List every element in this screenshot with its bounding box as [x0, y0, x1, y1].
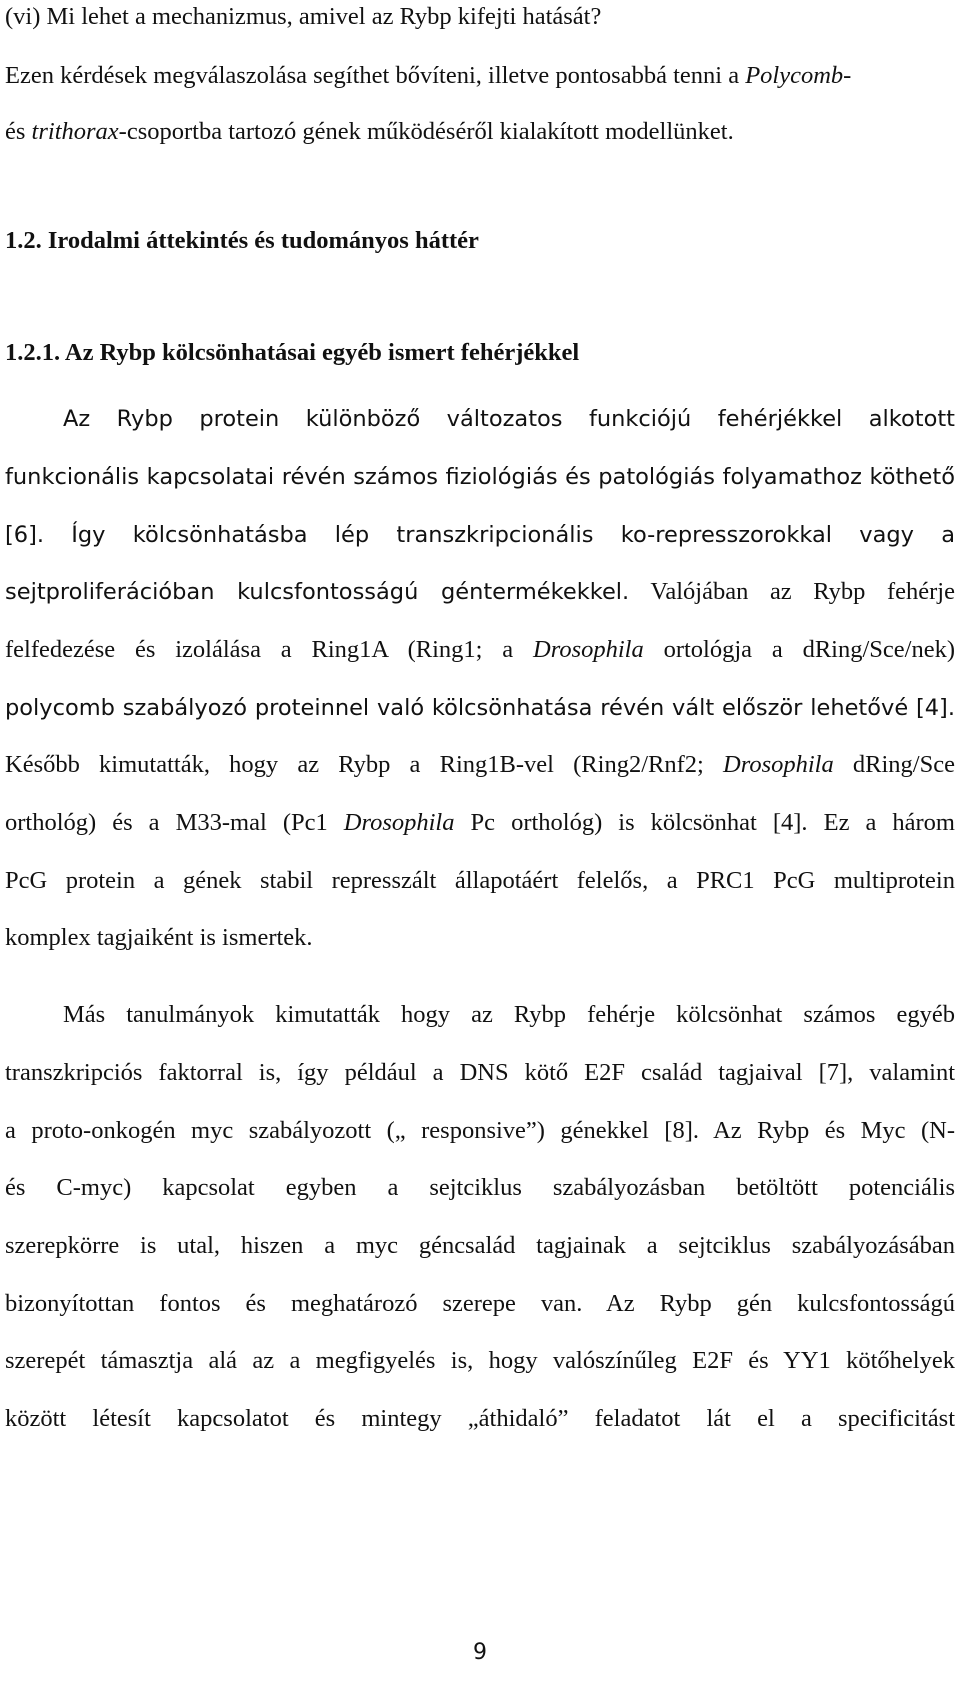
para2-line-3: a proto-onkogén myc szabályozott („ responsive”) génekkel [8]. Az Rybp és Myc (N- [5, 1117, 955, 1144]
para1-line-4: sejtproliferációban kulcsfontosságú géntermékekkel. Valójában az Rybp fehérje [5, 578, 955, 605]
para2-line-2: transzkripciós faktorral is, így például a DNS kötő E2F család tagjaival [7], valamint [5, 1059, 955, 1086]
subsection-heading [5, 338, 955, 368]
para2-line-6: bizonyítottan fontos és meghatározó szerepe van. Az Rybp gén kulcsfontosságú [5, 1290, 955, 1317]
intro-question-line [5, 2, 955, 32]
para1-line-8: orthológ) és a M33-mal (Pc1 Drosophila Pc orthológ) is kölcsönhat [4]. Ez a három [5, 809, 955, 836]
intro-line-2 [5, 61, 955, 91]
para2-line-5: szerepkörre is utal, hiszen a myc géncsalád tagjainak a sejtciklus szabályozásában [5, 1232, 955, 1259]
intro-line-2-italic: Polycomb- [745, 62, 852, 89]
intro-line-3-text-b: -csoportba tartozó gének működéséről kialakított modellünket. [118, 118, 734, 145]
page-number: 9 [473, 1640, 487, 1665]
intro-line-3 [5, 117, 955, 147]
para1-line-3: [6]. Így kölcsönhatásba lép transzkripcionális ko-represszorokkal vagy a [5, 522, 955, 548]
intro-line-2-text: Ezen kérdések megválaszolása segíthet bővíteni, illetve pontosabbá tenni a [5, 62, 746, 89]
intro-line-3-italic: trithorax [31, 118, 119, 145]
para2-line-7: szerepét támasztja alá az a megfigyelés is, hogy valószínűleg E2F és YY1 kötőhelyek [5, 1347, 955, 1374]
para1-line-9: PcG protein a gének stabil represszált állapotáért felelős, a PRC1 PcG multiprotein [5, 867, 955, 894]
para1-line-2: funkcionális kapcsolatai révén számos fiziológiás és patológiás folyamathoz köthető [5, 464, 955, 490]
section-heading-text: 1.2. Irodalmi áttekintés és tudományos háttér [5, 227, 479, 254]
para2-line-1: Más tanulmányok kimutatták hogy az Rybp fehérje kölcsönhat számos egyéb [63, 1001, 955, 1028]
intro-question-text: (vi) Mi lehet a mechanizmus, amivel az Rybp kifejti hatását? [5, 3, 602, 30]
para1-line-5: felfedezése és izolálása a Ring1A (Ring1; a Drosophila ortológja a dRing/Sce/nek) [5, 636, 956, 663]
intro-line-3-text-a: és [5, 118, 32, 145]
para1-line-1: Az Rybp protein különböző változatos funkciójú fehérjékkel alkotott [63, 406, 955, 432]
para1-line-10: komplex tagjaiként is ismertek. [5, 924, 313, 951]
subsection-heading-text: 1.2.1. Az Rybp kölcsönhatásai egyéb ismert fehérjékkel [5, 339, 580, 366]
section-heading [5, 226, 955, 256]
para2-line-8: között létesít kapcsolatot és mintegy „áthidaló” feladatot lát el a specificitást [5, 1405, 955, 1432]
para2-line-4: és C-myc) kapcsolat egyben a sejtciklus szabályozásban betöltött potenciális [5, 1174, 955, 1201]
para1-line-6: polycomb szabályozó proteinnel való kölcsönhatása révén vált először lehetővé [4]. [5, 695, 955, 721]
para1-line-7: Később kimutatták, hogy az Rybp a Ring1B-vel (Ring2/Rnf2; Drosophila dRing/Sce [5, 751, 955, 778]
